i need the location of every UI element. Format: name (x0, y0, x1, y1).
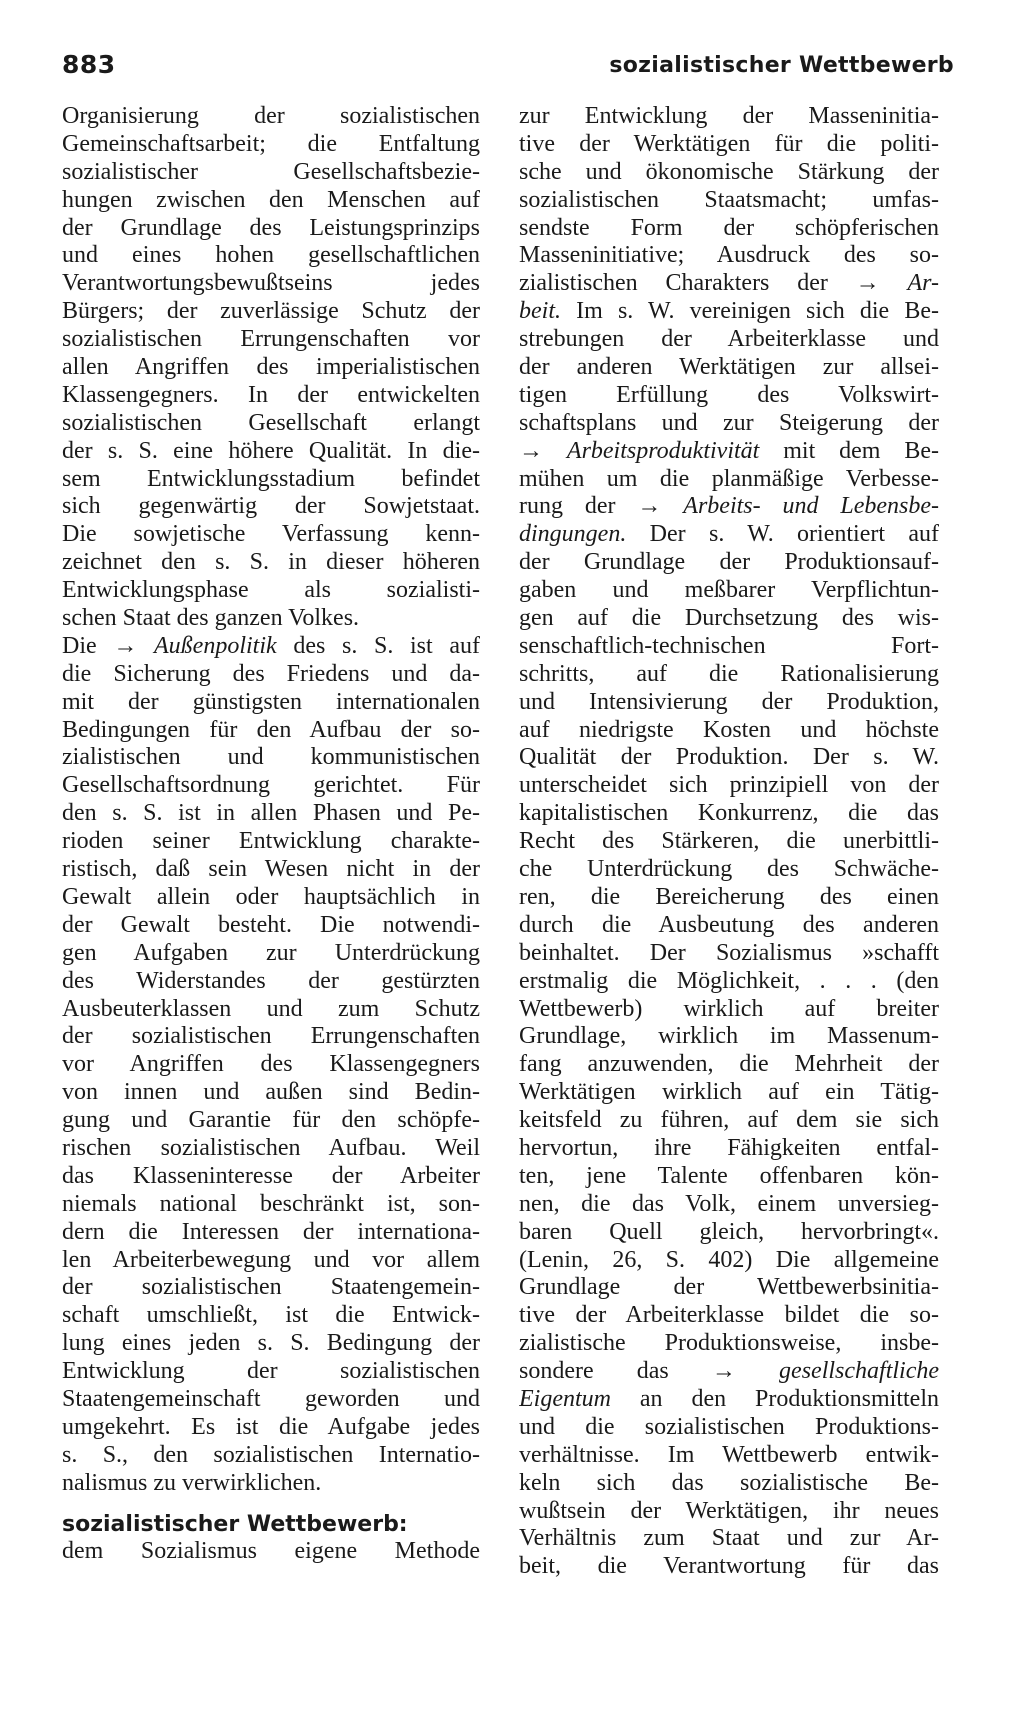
text-run: hungen zwischen den Menschen auf (62, 186, 480, 213)
text-run: allen Angriffen des imperialistischen (62, 354, 480, 381)
text-line (62, 800, 480, 828)
text-run: zialistischen Charakters der (519, 270, 856, 297)
text-run: Im s. W. vereinigen sich die Be- (561, 298, 939, 325)
text-line (519, 1358, 939, 1386)
text-run: ten, jene Talente offenbaren kön- (519, 1162, 939, 1189)
text-run: zialistische Produktionsweise, insbe- (519, 1330, 939, 1357)
text-run: fang anzuwenden, die Mehrheit der (519, 1051, 939, 1078)
cross-reference-term: beit. (519, 298, 561, 325)
text-line (519, 326, 939, 354)
text-run: das Klasseninteresse der Arbeiter (62, 1162, 480, 1189)
text-line (62, 159, 480, 187)
cross-reference-term: Eigentum (519, 1385, 611, 1412)
text-line (62, 354, 480, 382)
text-run: mit dem Be- (759, 437, 939, 464)
text-line (62, 828, 480, 856)
text-run: (Lenin, 26, S. 402) Die allgemeine (519, 1246, 939, 1273)
text-line (519, 215, 939, 243)
text-run: che Unterdrückung des Schwäche- (519, 856, 939, 883)
text-line (62, 1442, 480, 1470)
text-run: mit der günstigsten internationalen (62, 688, 480, 715)
text-run: Der s. W. orientiert auf (626, 521, 939, 548)
text-run: Werktätigen wirklich auf ein Tätig- (519, 1079, 939, 1106)
text-line (62, 438, 480, 466)
text-line (519, 1386, 939, 1414)
text-line (62, 689, 480, 717)
text-line (62, 1470, 480, 1498)
text-line (519, 1191, 939, 1219)
text-line (519, 744, 939, 772)
text-line (62, 1023, 480, 1051)
cross-reference-term: gesellschaftliche (779, 1358, 939, 1385)
entry-definition-start (62, 1538, 480, 1566)
text-run: und die sozialistischen Produktions- (519, 1413, 939, 1440)
text-line (62, 1079, 480, 1107)
text-line (519, 1051, 939, 1079)
text-line (519, 187, 939, 215)
cross-reference-term: Arbeitsproduktivität (566, 437, 760, 464)
text-run: tive der Arbeiterklasse bildet die so- (519, 1302, 939, 1329)
text-run: senschaftlich-technischen Fort- (519, 632, 939, 659)
left-column (62, 103, 480, 1566)
text-line (519, 1023, 939, 1051)
text-run: nalismus zu verwirklichen. (62, 1469, 322, 1496)
text-line (519, 1079, 939, 1107)
text-line (519, 410, 939, 438)
text-run: durch die Ausbeutung des anderen (519, 911, 939, 938)
text-run: der s. S. eine höhere Qualität. In die- (62, 437, 480, 464)
text-line (519, 577, 939, 605)
text-run: strebungen der Arbeiterklasse und (519, 326, 939, 353)
cross-reference-term: Ar- (907, 270, 939, 297)
text-line (519, 996, 939, 1024)
text-line (519, 1414, 939, 1442)
cross-reference-term: Außenpolitik (154, 632, 277, 659)
text-line (62, 1302, 480, 1330)
text-line (519, 856, 939, 884)
text-line (62, 242, 480, 270)
text-run: kapitalistischen Konkurrenz, die das (519, 800, 939, 827)
text-line (62, 1051, 480, 1079)
text-line (62, 1330, 480, 1358)
text-line (519, 1330, 939, 1358)
running-head: sozialistischer Wettbewerb (609, 53, 954, 78)
text-run: len Arbeiterbewegung und vor allem (62, 1246, 480, 1273)
text-line (519, 131, 939, 159)
text-line (62, 187, 480, 215)
text-run: der Grundlage des Leistungsprinzips (62, 214, 480, 241)
text-line (519, 1525, 939, 1553)
text-line (519, 270, 939, 298)
text-run: vor Angriffen des Klassengegners (62, 1051, 480, 1078)
text-run: Ausbeuterklassen und zum Schutz (62, 995, 480, 1022)
text-run: ren, die Bereicherung des einen (519, 883, 939, 910)
text-line (62, 772, 480, 800)
text-run: keitsfeld zu führen, auf dem sie sich (519, 1107, 939, 1134)
text-line (519, 493, 939, 521)
text-run: erstmalig die Möglichkeit, . . . (den (519, 967, 939, 994)
cross-reference-arrow-icon: → (855, 270, 908, 297)
text-run: auf niedrigste Kosten und höchste (519, 716, 939, 743)
text-run: nen, die das Volk, einem unversieg- (519, 1190, 939, 1217)
text-run: rung der (519, 493, 638, 520)
text-run: umgekehrt. Es ist die Aufgabe jedes (62, 1413, 480, 1440)
text-run: beit, die Verantwortung für das (519, 1553, 939, 1580)
text-line (519, 717, 939, 745)
text-run: sem Entwicklungsstadium befindet (62, 465, 480, 492)
right-column-text (519, 103, 939, 1581)
text-run: verhältnisse. Im Wettbewerb entwik- (519, 1441, 939, 1468)
text-line (519, 103, 939, 131)
text-run: Entwicklung der sozialistischen (62, 1358, 480, 1385)
text-line (62, 912, 480, 940)
text-run: Entwicklungsphase als sozialisti- (62, 577, 480, 604)
text-line (62, 1219, 480, 1247)
text-run: des s. S. ist auf (276, 632, 480, 659)
text-run: sozialistischen Errungenschaften vor (62, 326, 480, 353)
text-run: von innen und außen sind Bedin- (62, 1079, 480, 1106)
text-run: mühen um die planmäßige Verbesse- (519, 465, 939, 492)
text-run: sendste Form der schöpferischen (519, 214, 939, 241)
text-run: zialistischen und kommunistischen (62, 744, 480, 771)
text-line (62, 633, 480, 661)
text-run: wußtsein der Werktätigen, ihr neues (519, 1497, 939, 1524)
text-run: dern die Interessen der internationa- (62, 1218, 480, 1245)
text-line (62, 1538, 480, 1566)
text-line (62, 298, 480, 326)
page-header (62, 50, 954, 90)
cross-reference-term: Arbeits- und Lebensbe- (683, 493, 939, 520)
entry-term: sozialistischer Wettbewerb: (62, 1511, 408, 1537)
text-run: den s. S. ist in allen Phasen und Pe- (62, 800, 480, 827)
text-run: sozialistischen Gesellschaft erlangt (62, 409, 480, 436)
entry-sozialistischer-wettbewerb (62, 1511, 480, 1567)
text-run: Klassengegners. In der entwickelten (62, 381, 480, 408)
text-line (62, 996, 480, 1024)
text-line (62, 1247, 480, 1275)
text-run: gaben und meßbarer Verpflichtun- (519, 577, 939, 604)
page-number: 883 (62, 50, 116, 79)
text-line (519, 438, 939, 466)
text-line (519, 1107, 939, 1135)
text-line (62, 382, 480, 410)
text-line (519, 1274, 939, 1302)
text-line (519, 1470, 939, 1498)
text-run: Gesellschaftsordnung gerichtet. Für (62, 772, 480, 799)
text-run: beinhaltet. Der Sozialismus »schafft (519, 939, 939, 966)
text-line (519, 521, 939, 549)
text-line (62, 1414, 480, 1442)
text-run: ristisch, daß sein Wesen nicht in der (62, 856, 480, 883)
text-line (519, 689, 939, 717)
text-run: lung eines jeden s. S. Bedingung der (62, 1330, 480, 1357)
text-run: der Gewalt besteht. Die notwendi- (62, 911, 480, 938)
text-line (62, 605, 480, 633)
text-line (62, 131, 480, 159)
text-run: rischen sozialistischen Aufbau. Weil (62, 1134, 480, 1161)
text-line (519, 661, 939, 689)
text-run: der sozialistischen Staatengemein- (62, 1274, 480, 1301)
cross-reference-arrow-icon: → (519, 437, 567, 464)
text-run: gung und Garantie für den schöpfe- (62, 1107, 480, 1134)
text-run: Die sowjetische Verfassung kenn- (62, 521, 480, 548)
text-line (62, 1107, 480, 1135)
text-run: schen Staat des ganzen Volkes. (62, 605, 360, 632)
text-line (62, 577, 480, 605)
text-run: Recht des Stärkeren, die unerbittli- (519, 828, 939, 855)
text-line (519, 800, 939, 828)
text-run: Gewalt allein oder hauptsächlich in (62, 883, 480, 910)
text-run: Verhältnis zum Staat und zur Ar- (519, 1525, 939, 1552)
text-run: und Intensivierung der Produktion, (519, 688, 939, 715)
text-run: schaft umschließt, ist die Entwick- (62, 1302, 480, 1329)
text-run: Bürgers; der zuverlässige Schutz der (62, 298, 480, 325)
text-run: s. S., den sozialistischen Internatio- (62, 1441, 480, 1468)
text-line (62, 326, 480, 354)
text-line (519, 912, 939, 940)
text-run: tive der Werktätigen für die politi- (519, 130, 939, 157)
text-run: keln sich das sozialistische Be- (519, 1469, 939, 1496)
text-run: sich gegenwärtig der Sowjetstaat. (62, 493, 480, 520)
text-run: Organisierung der sozialistischen (62, 103, 480, 129)
text-run: Grundlage der Wettbewerbsinitia- (519, 1274, 939, 1301)
text-line (62, 661, 480, 689)
text-run: schaftsplans und zur Steigerung der (519, 409, 939, 436)
text-line (62, 466, 480, 494)
text-line (62, 1358, 480, 1386)
text-line (519, 1302, 939, 1330)
text-line (519, 1135, 939, 1163)
text-run: zur Entwicklung der Masseninitia- (519, 103, 939, 129)
text-line (519, 1553, 939, 1581)
text-line (62, 493, 480, 521)
text-run: tigen Erfüllung des Volkswirt- (519, 381, 939, 408)
text-run: gen Aufgaben zur Unterdrückung (62, 939, 480, 966)
text-line (62, 940, 480, 968)
text-run: hervortun, ihre Fähigkeiten entfal- (519, 1134, 939, 1161)
text-line (519, 549, 939, 577)
text-run: Staatengemeinschaft geworden und (62, 1385, 480, 1412)
text-line (62, 410, 480, 438)
text-line (62, 103, 480, 131)
text-line (62, 1135, 480, 1163)
text-run: die Sicherung des Friedens und da- (62, 660, 480, 687)
text-line (519, 1442, 939, 1470)
text-run: der anderen Werktätigen zur allsei- (519, 354, 939, 381)
text-run: Qualität der Produktion. Der s. W. (519, 744, 939, 771)
text-line (519, 968, 939, 996)
text-line (62, 1274, 480, 1302)
text-run: rioden seiner Entwicklung charakte- (62, 828, 480, 855)
text-line (519, 242, 939, 270)
text-line (519, 828, 939, 856)
text-line (62, 549, 480, 577)
text-line (519, 159, 939, 187)
text-line (62, 744, 480, 772)
text-line (62, 884, 480, 912)
text-run: Masseninitiative; Ausdruck des so- (519, 242, 939, 269)
text-line (62, 270, 480, 298)
text-run: dem Sozialismus eigene Methode (62, 1538, 480, 1565)
text-run: unterscheidet sich prinzipiell von der (519, 772, 939, 799)
text-run: gen auf die Durchsetzung des wis- (519, 605, 939, 632)
left-column-text (62, 103, 480, 1498)
text-line (62, 215, 480, 243)
text-run: sche und ökonomische Stärkung der (519, 158, 939, 185)
text-line (519, 1219, 939, 1247)
text-line (519, 354, 939, 382)
text-line (519, 605, 939, 633)
text-run: sozialistischer Gesellschaftsbezie- (62, 158, 480, 185)
cross-reference-arrow-icon: → (637, 493, 684, 520)
text-run: niemals national beschränkt ist, son- (62, 1190, 480, 1217)
cross-reference-arrow-icon: → (113, 632, 154, 659)
text-run: Die (62, 632, 114, 659)
text-run: Grundlage, wirklich im Massenum- (519, 1023, 939, 1050)
text-run: des Widerstandes der gestürzten (62, 967, 480, 994)
text-line (519, 1498, 939, 1526)
text-line (519, 772, 939, 800)
text-line (519, 884, 939, 912)
text-run: Verantwortungsbewußtseins jedes (62, 270, 480, 297)
text-run: sondere das (519, 1358, 712, 1385)
text-line (519, 633, 939, 661)
text-line (519, 1247, 939, 1275)
text-line (62, 1386, 480, 1414)
text-run: Wettbewerb) wirklich auf breiter (519, 995, 939, 1022)
text-line (519, 382, 939, 410)
text-run: schritts, auf die Rationalisierung (519, 660, 939, 687)
text-run: der Grundlage der Produktionsauf- (519, 549, 939, 576)
right-column (519, 103, 939, 1581)
text-line (62, 1191, 480, 1219)
text-run: zeichnet den s. S. in dieser höheren (62, 549, 480, 576)
text-line (519, 466, 939, 494)
text-run: baren Quell gleich, hervorbringt«. (519, 1218, 939, 1245)
text-line (519, 940, 939, 968)
text-line (62, 521, 480, 549)
text-line (62, 968, 480, 996)
text-run: und eines hohen gesellschaftlichen (62, 242, 480, 269)
text-line (519, 1163, 939, 1191)
text-run: der sozialistischen Errungenschaften (62, 1023, 480, 1050)
text-line (62, 717, 480, 745)
text-run: sozialistischen Staatsmacht; umfas- (519, 186, 939, 213)
cross-reference-term: dingungen. (519, 521, 627, 548)
text-run: Gemeinschaftsarbeit; die Entfaltung (62, 130, 480, 157)
text-run: Bedingungen für den Aufbau der so- (62, 716, 480, 743)
text-line (519, 298, 939, 326)
text-line (62, 856, 480, 884)
text-line (62, 1163, 480, 1191)
text-run: an den Produktionsmitteln (610, 1385, 939, 1412)
cross-reference-arrow-icon: → (711, 1358, 780, 1385)
entry-heading-line (62, 1511, 480, 1539)
